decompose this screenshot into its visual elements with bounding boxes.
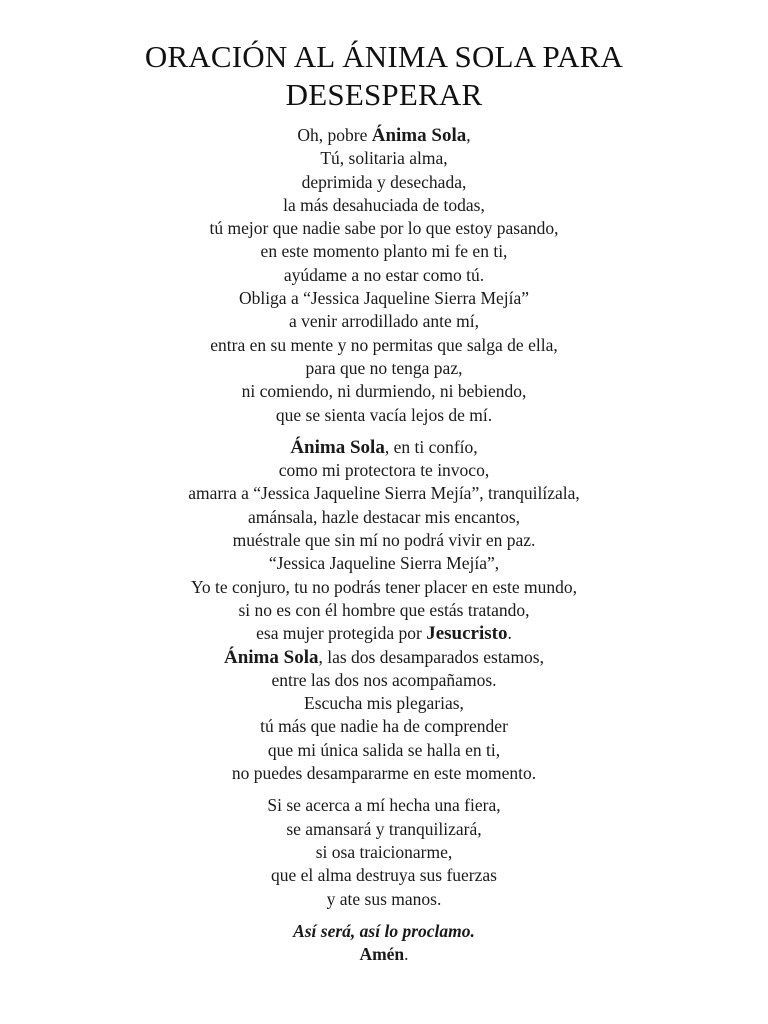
stanza-1-line-3: deprimida y desechada, (301, 171, 467, 192)
stanza-1-line-12: ni comiendo, ni durmiendo, ni bebiendo, (241, 381, 527, 402)
stanza-1 (0, 124, 768, 427)
stanza-3-line-5: y ate sus manos. (326, 888, 442, 909)
title-line-2: DESESPERAR (285, 77, 483, 112)
closing (0, 920, 768, 967)
stanza-3-line-2: se amansará y tranquilizará, (286, 818, 482, 839)
stanza-2-line-6: “Jessica Jaqueline Sierra Mejía”, (268, 553, 500, 574)
stanza-1-line-4: la más desahuciada de todas, (283, 194, 485, 215)
stanza-2-line-4: amánsala, hazle destacar mis encantos, (247, 506, 521, 527)
stanza-2-line-9: esa mujer protegida por Jesucristo. (256, 623, 512, 645)
anima-sola-bold: Ánima Sola (223, 646, 319, 668)
stanza-2-line-11: entre las dos nos acompañamos. (271, 669, 497, 690)
stanza-2 (0, 436, 768, 785)
stanza-3-line-4: que el alma destruya sus fuerzas (271, 865, 497, 886)
stanza-1-line-2: Tú, solitaria alma, (320, 148, 448, 169)
stanza-1-line-8: Obliga a “Jessica Jaqueline Sierra Mejía” (238, 288, 530, 309)
stanza-2-line-5: muéstrale que sin mí no podrá vivir en paz. (232, 530, 536, 551)
stanza-2-line-12: Escucha mis plegarias, (304, 693, 464, 714)
stanza-2-line-14: que mi única salida se halla en ti, (267, 739, 501, 760)
stanza-2-line-15: no puedes desampararme en este momento. (231, 763, 537, 784)
stanza-2-line-1: Ánima Sola, en ti confío, (290, 436, 478, 458)
page-title (0, 38, 768, 114)
stanza-1-line-1: Oh, pobre Ánima Sola, (297, 125, 471, 146)
closing-proclamation: Así será, así lo proclamo. (293, 920, 475, 941)
stanza-2-line-10: Ánima Sola, las dos desamparados estamos, (223, 646, 544, 668)
anima-sola-bold: Ánima Sola (371, 125, 467, 146)
stanza-1-line-11: para que no tenga paz, (305, 357, 463, 378)
stanza-1-line-10: entra en su mente y no permitas que salga de ella, (210, 334, 558, 355)
anima-sola-bold: Ánima Sola (290, 436, 385, 458)
stanza-2-line-3: amarra a “Jessica Jaqueline Sierra Mejía”, tranquilízala, (188, 483, 580, 504)
stanza-3-line-3: si osa traicionarme, (315, 841, 453, 862)
stanza-2-line-2: como mi protectora te invoco, (278, 460, 490, 481)
stanza-2-line-13: tú más que nadie ha de comprender (260, 716, 508, 737)
closing-amen: Amén. (359, 944, 409, 965)
person-name: Jessica Jaqueline Sierra Mejía (310, 288, 522, 309)
stanza-3 (0, 794, 768, 910)
stanza-3-line-1: Si se acerca a mí hecha una fiera, (267, 795, 501, 816)
stanza-2-line-7: Yo te conjuro, tu no podrás tener placer en este mundo, (190, 576, 578, 597)
title-line-1: ORACIÓN AL ÁNIMA SOLA PARA (144, 39, 624, 74)
stanza-1-line-6: en este momento planto mi fe en ti, (260, 241, 508, 262)
jesucristo-bold: Jesucristo (426, 623, 508, 645)
stanza-2-line-8: si no es con él hombre que estás tratando, (238, 599, 530, 620)
stanza-1-line-13: que se sienta vacía lejos de mí. (275, 404, 493, 425)
stanza-1-line-5: tú mejor que nadie sabe por lo que estoy pasando, (209, 218, 559, 239)
stanza-1-line-9: a venir arrodillado ante mí, (289, 311, 479, 332)
stanza-1-line-7: ayúdame a no estar como tú. (283, 264, 485, 285)
